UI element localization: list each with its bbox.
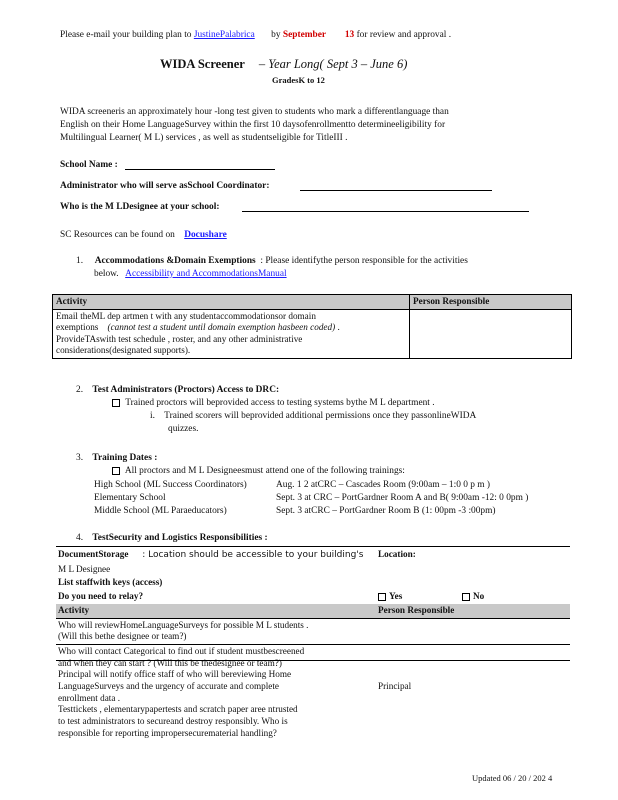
table-header-person: Person Responsible <box>410 295 572 310</box>
activity-line: Testtickets , elementarypapertests and scratch paper aree ntrusted <box>58 704 298 715</box>
activity-text: . <box>335 322 340 332</box>
review-text: for review and approval . <box>356 30 452 40</box>
activity-line: responsible for reporting impropersecurematerial handling? <box>58 727 277 738</box>
section-2-heading <box>76 385 279 395</box>
training-info <box>276 479 528 518</box>
activity-cell <box>56 644 376 740</box>
section-description: : Please identifythe person responsible for the activities <box>260 256 468 266</box>
training-levels <box>94 479 247 518</box>
person-cell[interactable] <box>376 644 570 740</box>
storage-note: : Location should be accessible to your building's <box>142 550 364 560</box>
training-detail: Aug. 1 2 atCRC – Cascades Room (9:00am – 1:0 0 p m ) <box>276 480 491 490</box>
title-main: WIDA Screener <box>160 57 245 71</box>
activity-line: to test administrators to secureand destroy responsibly. Who is <box>58 716 288 727</box>
section-3-item <box>112 466 405 476</box>
subitem-number: i. <box>150 411 155 421</box>
relay-yes[interactable] <box>376 590 460 604</box>
title-sub: – Year Long( Sept 3 – June 6) <box>258 57 408 71</box>
person-cell[interactable] <box>410 309 572 358</box>
checkbox-icon <box>112 467 120 475</box>
activity-line: ProvideTAswith test schedule , roster, and any other administrative <box>56 333 303 344</box>
accommodations-manual-link[interactable]: Accessibility and AccommodationsManual <box>125 269 287 279</box>
relay-question: Do you need to relay? <box>58 591 144 602</box>
school-name-label: School Name : <box>60 160 118 170</box>
intro-line: Multilingual Learner( M L) services , as well as studentseligible for TitleIII . <box>60 133 348 143</box>
resources-line <box>60 230 227 240</box>
section-number: 4. <box>76 533 84 543</box>
checkbox-icon[interactable] <box>378 593 386 601</box>
section-3-heading <box>76 453 157 463</box>
activity-line: enrollment data . <box>58 692 120 703</box>
item-text: All proctors and M L Designeesmust attend one of the following trainings: <box>124 466 405 476</box>
checkbox-icon[interactable] <box>462 593 470 601</box>
ml-designee-row: M L Designee <box>58 563 111 574</box>
section-number: 1. <box>76 256 84 266</box>
activity-text: exemptions <box>56 322 99 332</box>
intro-paragraph <box>60 106 449 145</box>
deadline-month: September <box>282 30 327 40</box>
location-label: Location: <box>378 549 416 559</box>
below-text: below. <box>94 269 119 279</box>
activity-line: Principal will notify office staff of who will bereviewing Home <box>58 669 292 680</box>
no-label: No <box>473 591 485 602</box>
relay-no[interactable] <box>460 590 570 604</box>
resources-text: SC Resources can be found on <box>60 230 175 240</box>
section-2-item <box>112 398 435 408</box>
activity-line: (Will this bethe designee or team?) <box>58 631 187 642</box>
top-instruction <box>60 30 451 40</box>
logistics-table <box>56 548 570 741</box>
section-2-subitem-cont: quizzes. <box>168 424 199 434</box>
activity-line: and when they can start ? (Will this be thedesignee or team?) <box>58 657 282 668</box>
yes-label: Yes <box>389 591 403 602</box>
section-number: 2. <box>76 385 84 395</box>
section-title: TestSecurity and Logistics Responsibilities : <box>92 533 268 543</box>
training-detail: Sept. 3 atCRC – PortGardner Room B (1: 00pm -3 :00pm) <box>276 506 496 516</box>
checkbox-icon <box>112 399 120 407</box>
keys-value[interactable] <box>376 576 570 590</box>
school-name-field[interactable] <box>125 160 275 170</box>
location-cell[interactable] <box>376 548 570 563</box>
deadline-day: 13 <box>344 30 355 40</box>
training-detail: Sept. 3 at CRC – PortGardner Room A and B( 9:00am -12: 0 0pm ) <box>276 493 529 503</box>
grades-line: GradesK to 12 <box>272 75 325 85</box>
activity-line: Who will contact Categorical to find out if student mustbescreened <box>58 645 305 656</box>
section-2-subitem <box>150 411 476 421</box>
activity-note: (cannot test a student until domain exemption hasbeen coded) <box>107 322 336 332</box>
section-title: Training Dates : <box>92 453 158 463</box>
page-title <box>160 57 407 72</box>
subitem-text: Trained scorers will beprovided additional permissions once they passonlineWIDA <box>164 411 477 421</box>
section-1-subline <box>94 269 287 279</box>
activity-cell <box>56 618 376 644</box>
activity-line: Who will reviewHomeLanguageSurveys for possible M L students . <box>58 619 309 630</box>
activity-line: Email theML dep artmen t with any studentaccommodationsor domain <box>56 310 316 321</box>
table-row <box>56 644 570 740</box>
person-value: Principal <box>378 680 412 691</box>
storage-cell <box>56 548 376 563</box>
table-row <box>53 309 572 358</box>
administrator-field[interactable] <box>300 181 492 191</box>
row-divider <box>56 660 570 661</box>
training-level: Elementary School <box>94 493 166 503</box>
section-1-heading <box>76 256 468 266</box>
updated-date: Updated 06 / 20 / 202 4 <box>472 773 553 783</box>
by-text: by <box>271 30 281 40</box>
email-link[interactable]: JustinePalabrica <box>193 30 255 40</box>
activity-line <box>56 322 406 334</box>
training-level: Middle School (ML Paraeducators) <box>94 506 227 516</box>
section-title: Accommodations &Domain Exemptions <box>94 256 256 266</box>
section-title: Test Administrators (Proctors) Access to DRC: <box>92 385 280 395</box>
storage-label: DocumentStorage <box>58 549 129 559</box>
ml-designee-label: Who is the M LDesignee at your school: <box>60 202 220 212</box>
table-header-activity: Activity <box>56 604 376 618</box>
activity-line: LanguageSurveys and the urgency of accurate and complete <box>58 681 280 692</box>
keys-row: List staffwith keys (access) <box>58 577 163 588</box>
section-4-rule <box>56 546 570 547</box>
intro-line: WIDA screeneris an approximately hour -long test given to students who mark a differentlanguage than <box>60 107 449 117</box>
table-header-person: Person Responsible <box>376 604 570 618</box>
docushare-link[interactable]: Docushare <box>184 230 227 240</box>
ml-designee-value[interactable] <box>376 563 570 577</box>
section-4-heading <box>76 533 268 543</box>
instruction-text: Please e-mail your building plan to <box>60 30 192 40</box>
table-row <box>56 618 570 644</box>
activity-cell <box>53 309 410 358</box>
section-number: 3. <box>76 453 84 463</box>
activity-line: considerations(designated supports). <box>56 345 191 355</box>
table-header-activity: Activity <box>53 295 410 310</box>
accommodations-table <box>52 294 572 359</box>
administrator-label: Administrator who will serve asSchool Coordinator: <box>60 181 270 191</box>
item-text: Trained proctors will beprovided access to testing systems bythe M L department . <box>125 398 435 408</box>
intro-line: English on their Home LanguageSurvey within the first 10 daysofenrollmentto determineeligibility for <box>60 120 446 130</box>
ml-designee-field[interactable] <box>242 202 529 212</box>
person-cell[interactable] <box>376 618 570 644</box>
training-level: High School (ML Success Coordinators) <box>94 480 247 490</box>
